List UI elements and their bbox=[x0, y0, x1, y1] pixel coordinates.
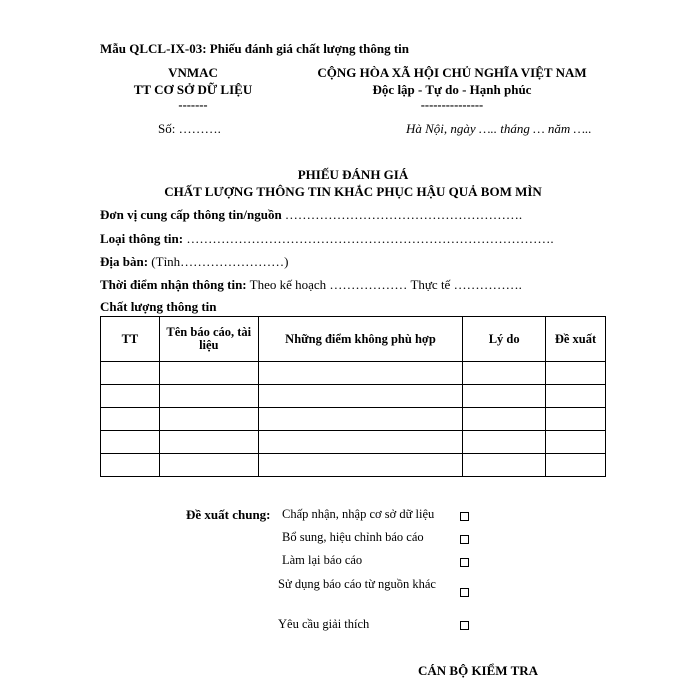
table-cell[interactable] bbox=[546, 408, 606, 431]
org-line2: TT CƠ SỞ DỮ LIỆU bbox=[133, 82, 253, 97]
table-cell[interactable] bbox=[159, 385, 258, 408]
table-cell[interactable] bbox=[159, 454, 258, 477]
header-reason: Lý do bbox=[463, 317, 546, 362]
time-value: Theo kế hoạch ……………… Thực tế ……………. bbox=[246, 277, 522, 292]
quality-label: Chất lượng thông tin bbox=[100, 299, 217, 314]
table-cell[interactable] bbox=[258, 362, 463, 385]
area-field bbox=[100, 254, 289, 270]
table-row bbox=[101, 362, 606, 385]
table-cell[interactable] bbox=[463, 362, 546, 385]
header-proposal: Đề xuất bbox=[546, 317, 606, 362]
header-tt: TT bbox=[101, 317, 160, 362]
table-cell[interactable] bbox=[101, 408, 160, 431]
table-cell[interactable] bbox=[258, 454, 463, 477]
table-cell[interactable] bbox=[101, 362, 160, 385]
nation-header bbox=[300, 64, 604, 113]
provider-label: Đơn vị cung cấp thông tin/nguồn bbox=[100, 207, 282, 222]
proposal-option-explain: Yêu cầu giải thích bbox=[278, 617, 370, 631]
table-row bbox=[101, 454, 606, 477]
table-cell[interactable] bbox=[159, 408, 258, 431]
table-row bbox=[101, 385, 606, 408]
explain-checkbox[interactable] bbox=[460, 621, 469, 630]
proposal-option-other-source: Sử dụng báo cáo từ nguồn khác bbox=[278, 577, 436, 591]
org-dash: ------- bbox=[178, 98, 208, 112]
proposal-label: Đề xuất chung: bbox=[186, 507, 271, 522]
table-cell[interactable] bbox=[546, 385, 606, 408]
table-cell[interactable] bbox=[159, 431, 258, 454]
table-row bbox=[101, 431, 606, 454]
table-cell[interactable] bbox=[101, 431, 160, 454]
table-header-row bbox=[101, 317, 606, 362]
other-source-checkbox[interactable] bbox=[460, 588, 469, 597]
table-cell[interactable] bbox=[258, 385, 463, 408]
header-nonconformities: Những điểm không phù hợp bbox=[258, 317, 463, 362]
table-cell[interactable] bbox=[546, 362, 606, 385]
type-field bbox=[100, 231, 554, 247]
form-title bbox=[100, 166, 606, 200]
table-cell[interactable] bbox=[101, 385, 160, 408]
proposal-option-redo: Làm lại báo cáo bbox=[282, 553, 363, 567]
time-field bbox=[100, 277, 522, 293]
form-code: Mẫu QLCL-IX-03: Phiếu đánh giá chất lượng thông tin bbox=[100, 41, 409, 56]
title-line2: CHẤT LƯỢNG THÔNG TIN KHẮC PHỤC HẬU QUẢ BOM MÌN bbox=[164, 184, 542, 199]
time-label: Thời điểm nhận thông tin: bbox=[100, 277, 247, 292]
doc-number: Số: ………. bbox=[158, 121, 221, 136]
inspector-signature-label: CÁN BỘ KIỂM TRA bbox=[418, 663, 539, 678]
table-cell[interactable] bbox=[546, 431, 606, 454]
type-value: …………………………………………………………………………. bbox=[183, 231, 554, 246]
table-row bbox=[101, 408, 606, 431]
org-line1: VNMAC bbox=[168, 65, 218, 80]
redo-checkbox[interactable] bbox=[460, 558, 469, 567]
table-cell[interactable] bbox=[546, 454, 606, 477]
type-label: Loại thông tin: bbox=[100, 231, 184, 246]
area-value: (Tỉnh……………………) bbox=[148, 254, 289, 269]
nation-dash: --------------- bbox=[420, 98, 484, 112]
table-cell[interactable] bbox=[463, 408, 546, 431]
proposal-option-accept: Chấp nhận, nhập cơ sở dữ liệu bbox=[282, 507, 435, 521]
nation-line1: CỘNG HÒA XÃ HỘI CHỦ NGHĨA VIỆT NAM bbox=[317, 65, 587, 80]
provider-field bbox=[100, 207, 522, 223]
title-line1: PHIẾU ĐÁNH GIÁ bbox=[297, 167, 409, 182]
org-header bbox=[118, 64, 268, 113]
place-date: Hà Nội, ngày ….. tháng … năm ….. bbox=[406, 121, 592, 136]
table-cell[interactable] bbox=[463, 454, 546, 477]
proposal-option-supplement: Bổ sung, hiệu chỉnh báo cáo bbox=[282, 530, 424, 544]
table-cell[interactable] bbox=[463, 431, 546, 454]
table-cell[interactable] bbox=[258, 431, 463, 454]
area-label: Địa bàn: bbox=[100, 254, 149, 269]
table-cell[interactable] bbox=[463, 385, 546, 408]
accept-checkbox[interactable] bbox=[460, 512, 469, 521]
nation-line2: Độc lập - Tự do - Hạnh phúc bbox=[372, 82, 532, 97]
table-cell[interactable] bbox=[159, 362, 258, 385]
provider-value: ………………………………………………. bbox=[281, 207, 523, 222]
table-cell[interactable] bbox=[101, 454, 160, 477]
table-cell[interactable] bbox=[258, 408, 463, 431]
supplement-checkbox[interactable] bbox=[460, 535, 469, 544]
quality-table bbox=[100, 316, 606, 477]
header-report-name: Tên báo cáo, tài liệu bbox=[159, 317, 258, 362]
